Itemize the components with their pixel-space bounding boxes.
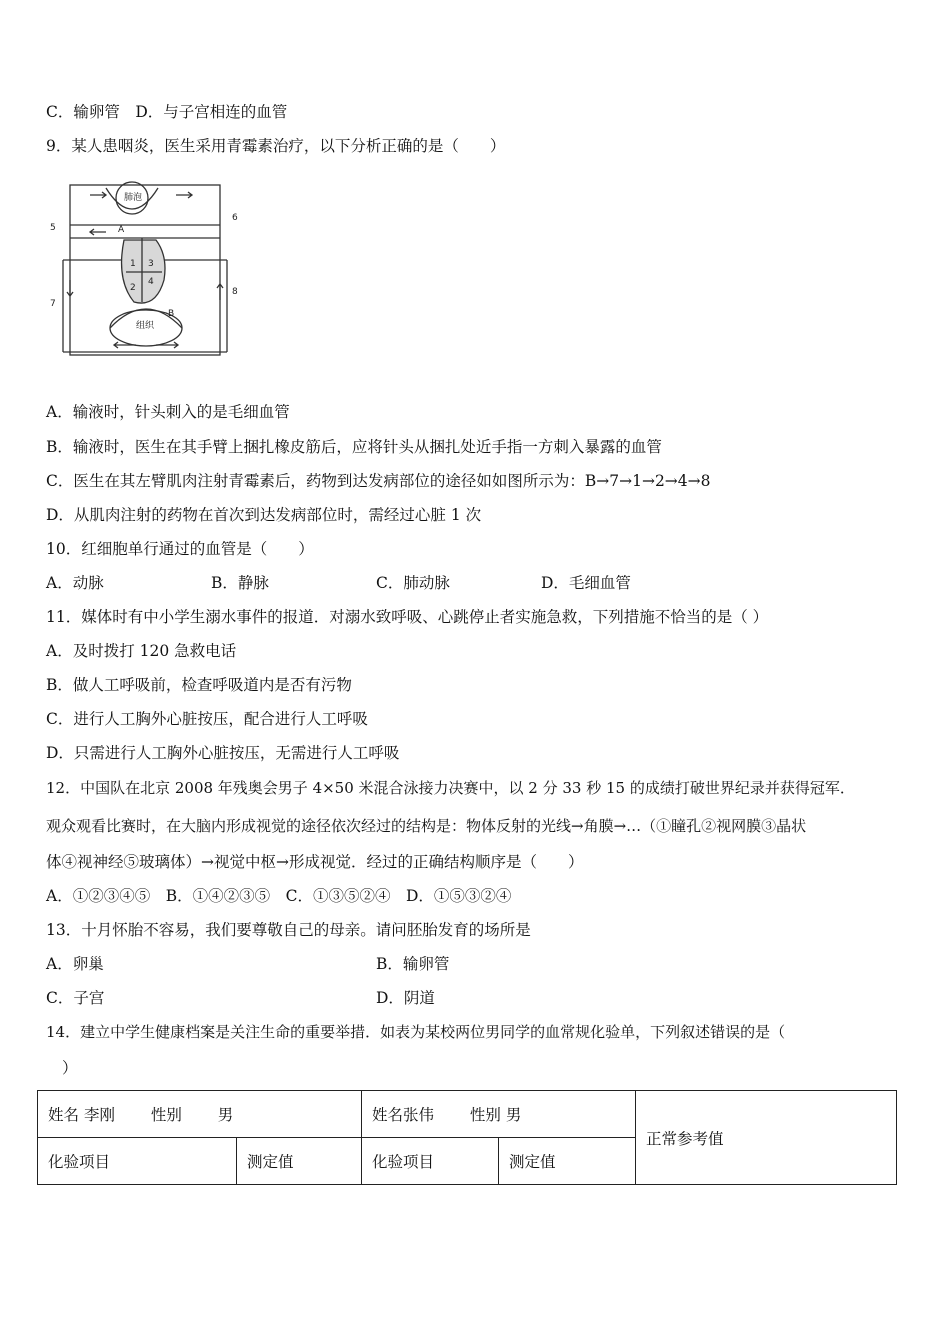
- label-4: 4: [148, 277, 154, 287]
- item-header-1: 化验项目: [38, 1138, 237, 1185]
- label-6: 6: [232, 213, 238, 223]
- person1-header: [38, 1091, 362, 1138]
- q14-line-1: 14．建立中学生健康档案是关注生命的重要举措．如表为某校两位男同学的血常规化验单，下列叙述错误的是（: [46, 1023, 786, 1041]
- q9-option-b: B．输液时，医生在其手臂上捆扎橡皮筋后，应将针头从捆扎处近手指一方刺入暴露的血管: [46, 438, 662, 456]
- q9-option-a: A．输液时，针头刺入的是毛细血管: [46, 403, 290, 421]
- q13-option-a: A．卵巢: [46, 955, 104, 973]
- person2-header: [362, 1091, 636, 1138]
- p2-sex: 男: [505, 1106, 522, 1124]
- q12-options: A．①②③④⑤ B．①④②③⑤ C．①③⑤②④ D．①⑤③②④: [46, 887, 512, 905]
- q9-option-d: D．从肌肉注射的药物在首次到达发病部位时，需经过心脏 1 次: [46, 506, 482, 524]
- p1-sex: 男: [217, 1106, 234, 1124]
- label-alveolus: 肺泡: [124, 193, 143, 203]
- label-1: 1: [130, 259, 136, 269]
- q11-stem: 11．媒体时有中小学生溺水事件的报道．对溺水致呼吸、心跳停止者实施急救，下列措施不恰当的是（ ）: [46, 608, 769, 626]
- reference-header: 正常参考值: [636, 1091, 897, 1185]
- label-2: 2: [130, 283, 136, 293]
- p2-sex-label: 性别: [469, 1106, 501, 1124]
- label-A: A: [118, 225, 125, 235]
- label-5: 5: [50, 223, 56, 233]
- q12-line-1: 12．中国队在北京 2008 年残奥会男子 4×50 米混合泳接力决赛中，以 2 分 33 秒 15 的成绩打破世界纪录并获得冠军．: [46, 779, 855, 797]
- q11-option-b: B．做人工呼吸前，检查呼吸道内是否有污物: [46, 676, 352, 694]
- p2-name-label: 姓名张伟: [372, 1106, 435, 1124]
- p1-sex-label: 性别: [150, 1106, 182, 1124]
- label-7: 7: [50, 299, 56, 309]
- q10-option-a: A．动脉: [46, 574, 104, 592]
- q13-option-b: B．输卵管: [376, 955, 450, 973]
- q8-options-tail: C．输卵管 D．与子宫相连的血管: [46, 103, 288, 121]
- q13-option-c: C．子宫: [46, 989, 105, 1007]
- q13-stem: 13．十月怀胎不容易，我们要尊敬自己的母亲。请问胚胎发育的场所是: [46, 921, 531, 939]
- q10-stem: 10．红细胞单行通过的血管是（ ）: [46, 540, 314, 558]
- q9-option-c: C．医生在其左臂肌肉注射青霉素后，药物到达发病部位的途径如如图所示为：B→7→1→2→4→8: [46, 472, 711, 490]
- q10-option-b: B．静脉: [211, 574, 269, 592]
- label-8: 8: [232, 287, 238, 297]
- p1-name: 李刚: [83, 1106, 115, 1124]
- item-header-2: 化验项目: [362, 1138, 499, 1185]
- q10-option-c: C．肺动脉: [376, 574, 450, 592]
- q11-option-a: A．及时拨打 120 急救电话: [46, 642, 237, 660]
- label-3: 3: [148, 259, 154, 269]
- q10-option-d: D．毛细血管: [541, 574, 631, 592]
- value-header-2: 测定值: [499, 1138, 636, 1185]
- value-header-1: 测定值: [237, 1138, 362, 1185]
- q9-stem: 9．某人患咽炎，医生采用青霉素治疗，以下分析正确的是（ ）: [46, 137, 506, 155]
- q14-line-2: ）: [62, 1059, 78, 1077]
- label-B: B: [168, 309, 175, 319]
- p1-name-label: 姓名: [48, 1106, 80, 1124]
- blood-test-table: [37, 1090, 897, 1185]
- q12-line-2: 观众观看比赛时，在大脑内形成视觉的途径依次经过的结构是：物体反射的光线→角膜→…（①瞳孔②视网膜③晶状: [46, 817, 807, 835]
- q11-option-d: D．只需进行人工胸外心脏按压，无需进行人工呼吸: [46, 744, 400, 762]
- label-tissue: 组织: [136, 321, 155, 331]
- q11-option-c: C．进行人工胸外心脏按压，配合进行人工呼吸: [46, 710, 368, 728]
- circulation-diagram: [46, 180, 246, 360]
- q13-option-d: D．阴道: [376, 989, 435, 1007]
- q12-line-3: 体④视神经⑤玻璃体）→视觉中枢→形成视觉．经过的正确结构顺序是（ ）: [46, 853, 584, 871]
